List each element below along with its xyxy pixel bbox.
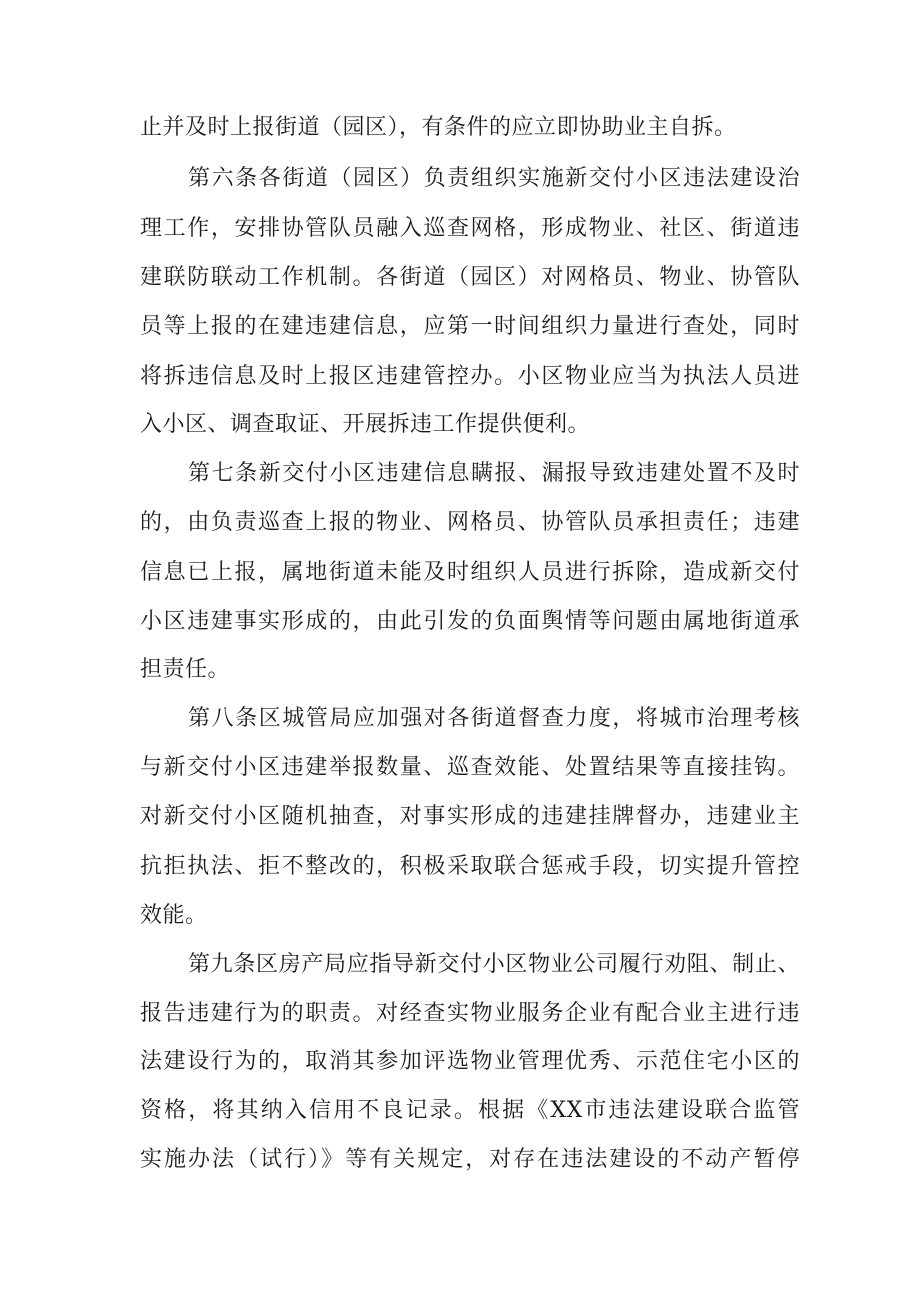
paragraph-line: 理工作，安排协管队员融入巡查网格，形成物业、社区、街道违 — [140, 216, 800, 241]
paragraph-line: 效能。 — [140, 903, 208, 928]
paragraph-line: 将拆违信息及时上报区违建管控办。小区物业应当为执法人员进 — [140, 364, 800, 389]
paragraph-line: 止并及时上报街道（园区），有条件的应立即协助业主自拆。 — [140, 115, 737, 140]
paragraph-line: 资格，将其纳入信用不良记录。根据《XX市违法建设联合监管 — [140, 1098, 800, 1123]
article-6-heading-line: 第六条各街道（园区）负责组织实施新交付小区违法建设治 — [188, 166, 800, 191]
paragraph-line: 担责任。 — [140, 657, 231, 682]
article-8-heading-line: 第八条区城管局应加强对各街道督查力度，将城市治理考核 — [188, 706, 800, 731]
paragraph-line: 对新交付小区随机抽查，对事实形成的违建挂牌督办，违建业主 — [140, 804, 800, 829]
paragraph-line: 抗拒执法、拒不整改的，积极采取联合惩戒手段，切实提升管控 — [140, 854, 800, 879]
article-9-heading-line: 第九条区房产局应指导新交付小区物业公司履行劝阻、制止、 — [188, 952, 800, 977]
paragraph-line: 与新交付小区违建举报数量、巡查效能、处置结果等直接挂钩。 — [140, 755, 800, 780]
paragraph-line: 法建设行为的，取消其参加评选物业管理优秀、示范住宅小区的 — [140, 1049, 800, 1074]
paragraph-line: 小区违建事实形成的，由此引发的负面舆情等问题由属地街道承 — [140, 609, 800, 634]
paragraph-line: 信息已上报，属地街道未能及时组织人员进行拆除，造成新交付 — [140, 560, 800, 585]
article-7-heading-line: 第七条新交付小区违建信息瞒报、漏报导致违建处置不及时 — [188, 461, 800, 486]
paragraph-line: 报告违建行为的职责。对经查实物业服务企业有配合业主进行违 — [140, 1001, 800, 1026]
paragraph-line: 实施办法（试行）》等有关规定，对存在违法建设的不动产暂停 — [140, 1147, 800, 1172]
paragraph-line: 的，由负责巡查上报的物业、网格员、协管队员承担责任；违建 — [140, 510, 800, 535]
paragraph-line: 建联防联动工作机制。各街道（园区）对网格员、物业、协管队 — [140, 265, 800, 290]
paragraph-line: 员等上报的在建违建信息，应第一时间组织力量进行查处，同时 — [140, 314, 800, 339]
paragraph-line: 入小区、调查取证、开展拆违工作提供便利。 — [140, 412, 591, 437]
